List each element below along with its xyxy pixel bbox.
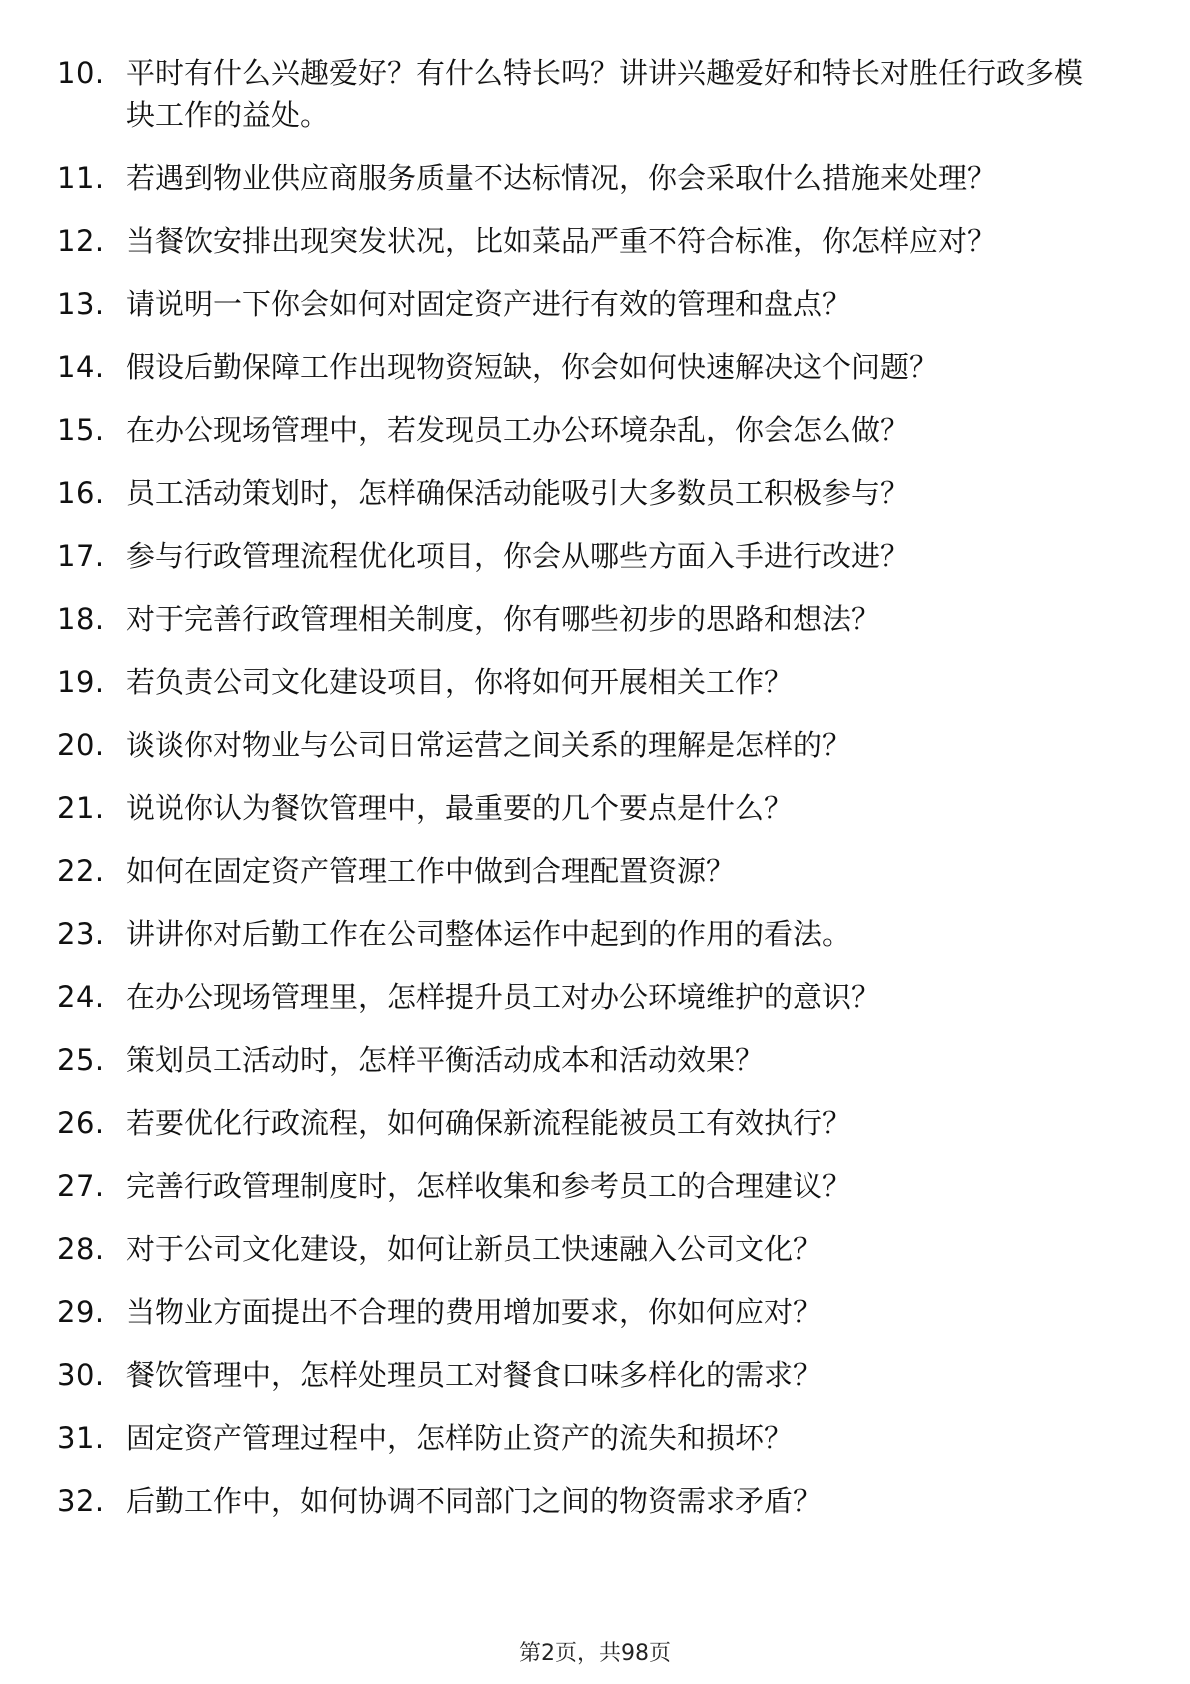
question-text: 在办公现场管理中，若发现员工办公环境杂乱，你会怎么做？: [126, 413, 910, 447]
question-number: 21.: [57, 791, 105, 825]
question-text: 策划员工活动时，怎样平衡活动成本和活动效果？: [126, 1043, 765, 1077]
question-text: 参与行政管理流程优化项目，你会从哪些方面入手进行改进？: [126, 539, 910, 573]
list-item: [57, 472, 1117, 514]
question-text: 如何在固定资产管理工作中做到合理配置资源？: [126, 854, 736, 888]
question-text: 在办公现场管理里，怎样提升员工对办公环境维护的意识？: [126, 980, 881, 1014]
list-item: [57, 1417, 1117, 1459]
list-item: [57, 52, 1117, 136]
question-number: 32.: [57, 1484, 105, 1518]
question-number: 25.: [57, 1043, 105, 1077]
question-number: 23.: [57, 917, 105, 951]
question-number: 29.: [57, 1295, 105, 1329]
list-item: [57, 1291, 1117, 1333]
question-number: 13.: [57, 287, 105, 321]
list-item: [57, 157, 1117, 199]
list-item: [57, 1102, 1117, 1144]
list-item: [57, 283, 1117, 325]
list-item: [57, 661, 1117, 703]
question-number: 22.: [57, 854, 105, 888]
question-text: 假设后勤保障工作出现物资短缺，你会如何快速解决这个问题？: [126, 350, 939, 384]
question-number: 18.: [57, 602, 105, 636]
list-item: [57, 535, 1117, 577]
question-text: 讲讲你对后勤工作在公司整体运作中起到的作用的看法。: [126, 917, 852, 951]
list-item: [57, 1165, 1117, 1207]
question-text: 完善行政管理制度时，怎样收集和参考员工的合理建议？: [126, 1169, 852, 1203]
question-list: [57, 52, 1117, 1543]
page-number-label: 第2页，共98页: [519, 1641, 671, 1666]
question-number: 26.: [57, 1106, 105, 1140]
list-item: [57, 1480, 1117, 1522]
question-number: 24.: [57, 980, 105, 1014]
question-number: 28.: [57, 1232, 105, 1266]
question-number: 20.: [57, 728, 105, 762]
question-text: 当物业方面提出不合理的费用增加要求，你如何应对？: [126, 1295, 823, 1329]
question-text: 若遇到物业供应商服务质量不达标情况，你会采取什么措施来处理？: [126, 161, 997, 195]
list-item: [57, 787, 1117, 829]
list-item: [57, 409, 1117, 451]
question-text: 说说你认为餐饮管理中，最重要的几个要点是什么？: [126, 791, 794, 825]
question-text: 若要优化行政流程，如何确保新流程能被员工有效执行？: [126, 1106, 852, 1140]
list-item: [57, 850, 1117, 892]
question-text: 固定资产管理过程中，怎样防止资产的流失和损坏？: [126, 1421, 794, 1455]
list-item: [57, 1039, 1117, 1081]
question-text: 对于公司文化建设，如何让新员工快速融入公司文化？: [126, 1232, 823, 1266]
question-text: 若负责公司文化建设项目，你将如何开展相关工作？: [126, 665, 794, 699]
question-number: 14.: [57, 350, 105, 384]
question-text: 请说明一下你会如何对固定资产进行有效的管理和盘点？: [126, 287, 852, 321]
question-number: 12.: [57, 224, 105, 258]
page-footer: [0, 1636, 1190, 1667]
question-number: 17.: [57, 539, 105, 573]
question-text: 当餐饮安排出现突发状况，比如菜品严重不符合标准，你怎样应对？: [126, 224, 997, 258]
question-text: 后勤工作中，如何协调不同部门之间的物资需求矛盾？: [126, 1484, 823, 1518]
question-text: 员工活动策划时，怎样确保活动能吸引大多数员工积极参与？: [126, 476, 910, 510]
question-number: 19.: [57, 665, 105, 699]
list-item: [57, 724, 1117, 766]
question-text: 对于完善行政管理相关制度，你有哪些初步的思路和想法？: [126, 602, 881, 636]
list-item: [57, 220, 1117, 262]
question-text: 平时有什么兴趣爱好？有什么特长吗？讲讲兴趣爱好和特长对胜任行政多模块工作的益处。: [126, 56, 1084, 132]
question-text: 餐饮管理中，怎样处理员工对餐食口味多样化的需求？: [126, 1358, 823, 1392]
list-item: [57, 346, 1117, 388]
question-number: 15.: [57, 413, 105, 447]
question-number: 27.: [57, 1169, 105, 1203]
list-item: [57, 1228, 1117, 1270]
list-item: [57, 976, 1117, 1018]
list-item: [57, 1354, 1117, 1396]
question-number: 30.: [57, 1358, 105, 1392]
question-text: 谈谈你对物业与公司日常运营之间关系的理解是怎样的？: [126, 728, 852, 762]
list-item: [57, 913, 1117, 955]
list-item: [57, 598, 1117, 640]
question-number: 11.: [57, 161, 105, 195]
question-number: 16.: [57, 476, 105, 510]
question-number: 31.: [57, 1421, 105, 1455]
question-number: 10.: [57, 56, 105, 90]
